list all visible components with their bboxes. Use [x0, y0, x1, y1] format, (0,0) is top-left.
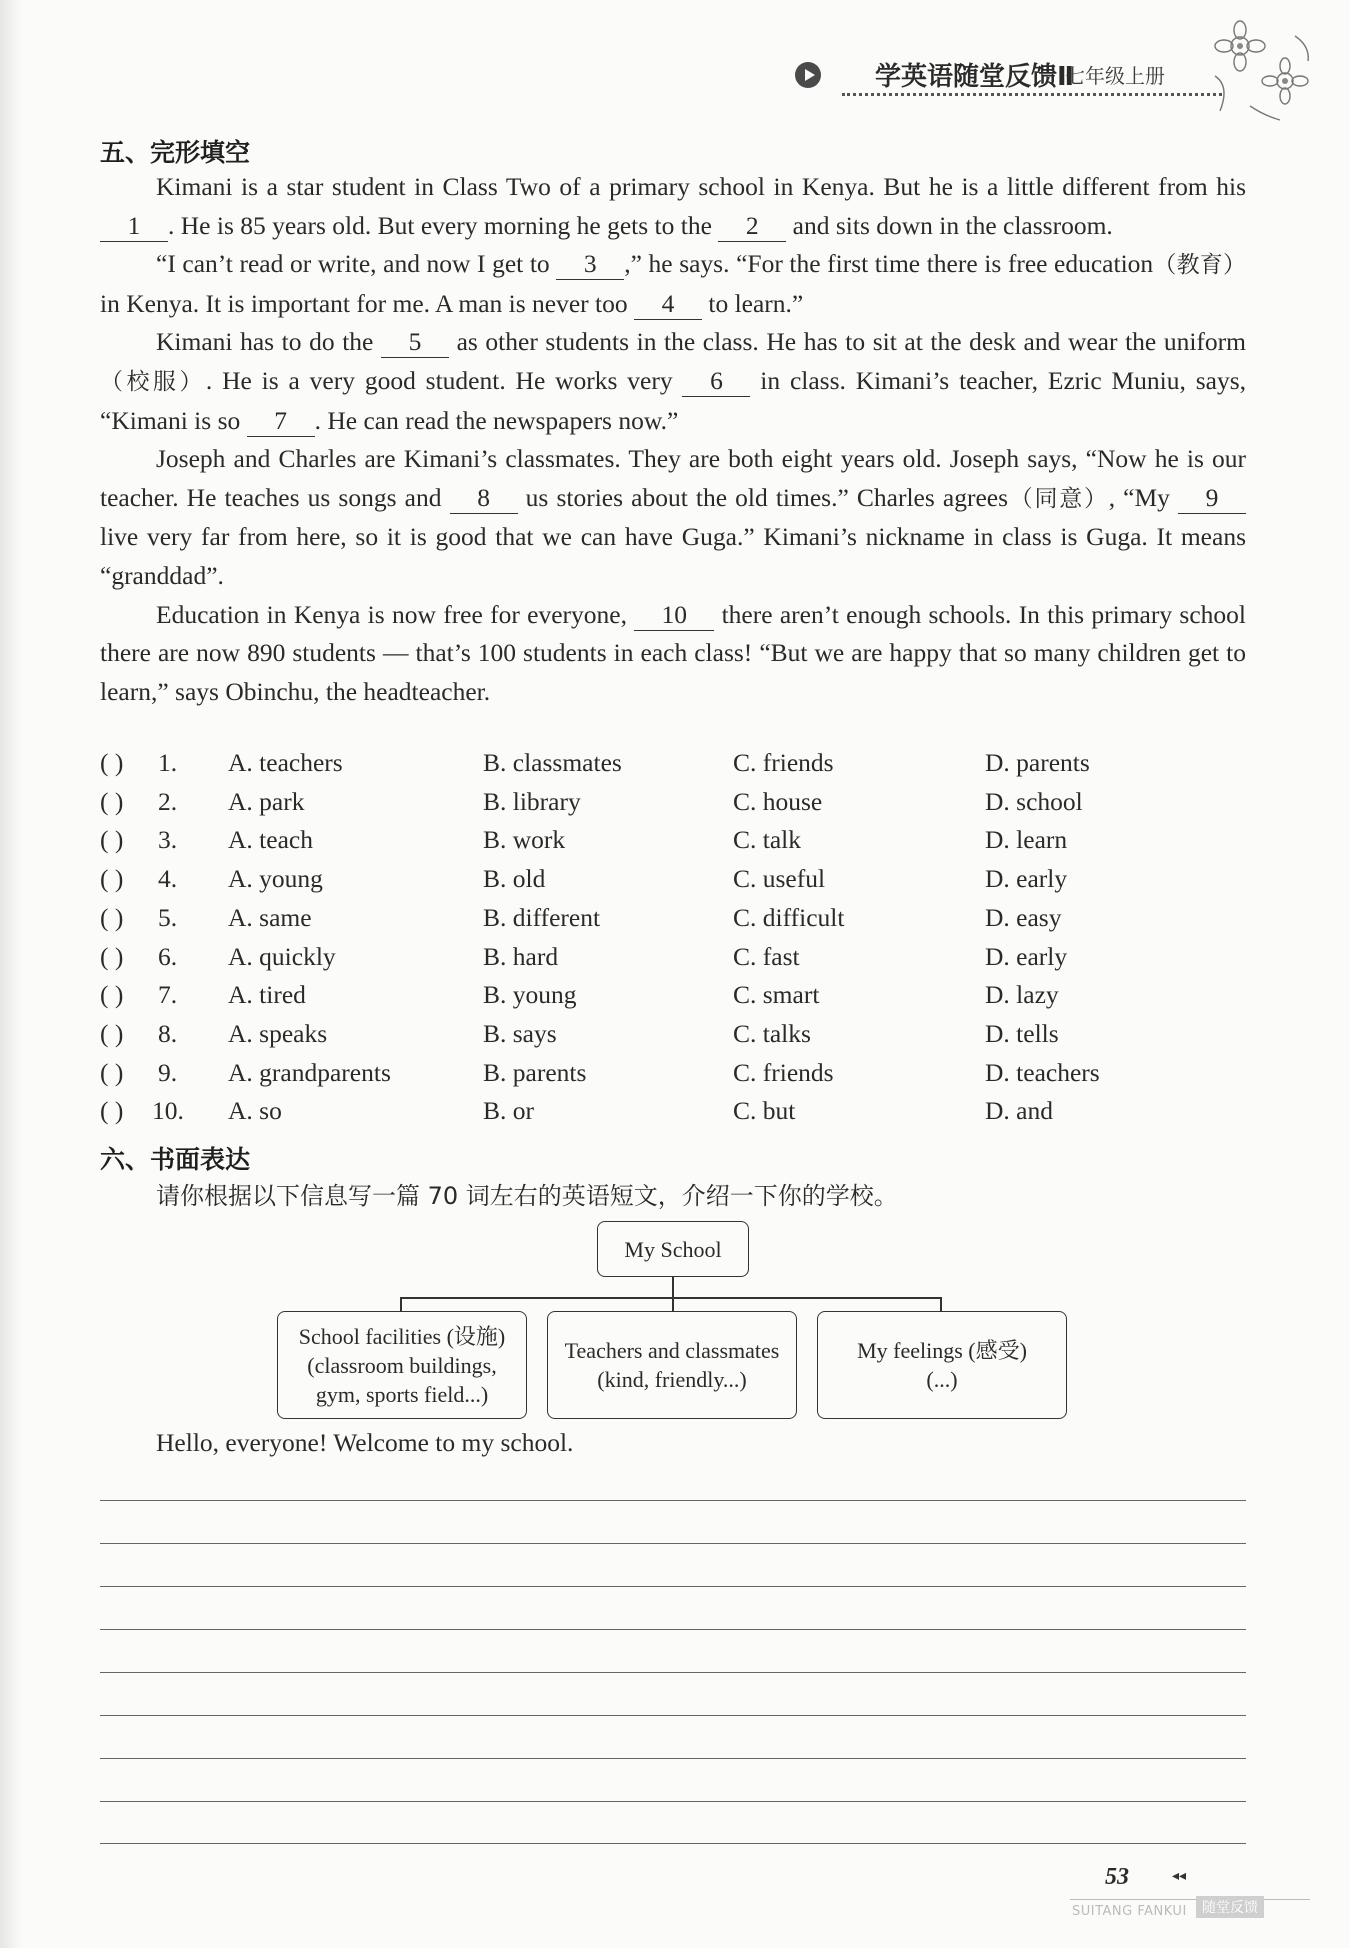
answer-bracket[interactable]: ( )	[100, 902, 124, 932]
option-d: D. early	[985, 864, 1068, 894]
option-row: ( ) 8. A. speaks B. says C. talks D. tells	[100, 1018, 1059, 1048]
section6-heading: 六、书面表达	[100, 1145, 251, 1174]
option-c: C. friends	[733, 1057, 834, 1087]
section5-heading: 五、完形填空	[100, 138, 251, 167]
option-c: C. but	[733, 1096, 796, 1126]
answer-bracket[interactable]: ( )	[100, 941, 124, 971]
option-a: A. grandparents	[228, 1057, 391, 1087]
answer-bracket[interactable]: ( )	[100, 864, 124, 894]
option-b: B. young	[483, 980, 577, 1010]
writing-line[interactable]	[100, 1543, 1246, 1544]
option-b: B. classmates	[483, 748, 622, 777]
footer-rule	[1070, 1899, 1310, 1900]
option-c: C. fast	[733, 941, 800, 971]
root-box	[597, 1221, 749, 1277]
root-label: My School	[624, 1236, 722, 1262]
writing-line[interactable]	[100, 1629, 1246, 1630]
option-a: A. teach	[228, 825, 313, 855]
writing-line[interactable]	[100, 1843, 1246, 1844]
writing-line[interactable]	[100, 1715, 1246, 1716]
option-b: B. or	[483, 1096, 534, 1126]
answer-bracket[interactable]: ( )	[100, 1057, 124, 1087]
blank-1: 1	[100, 211, 168, 242]
option-a: A. same	[228, 902, 312, 932]
answer-bracket[interactable]: ( )	[100, 980, 124, 1010]
book-title: 学英语随堂反馈Ⅱ	[875, 62, 1075, 92]
option-row: ( ) 3. A. teach B. work C. talk D. learn	[100, 825, 1068, 855]
option-row: ( ) 10. A. so B. or C. but D. and	[100, 1096, 1053, 1126]
writing-line[interactable]	[100, 1672, 1246, 1673]
paragraph-4: Joseph and Charles are Kimani’s classmates. They are both eight years old. Joseph says, “Now he is our teacher. He teaches us songs and 8 us stories about the old times.” Charles agrees（同意）, “My 9 live very far from here, so it is good that we can have Guga.” Kimani’s nickname in class is Guga. It means “granddad”.	[100, 444, 1246, 590]
connector-line	[400, 1297, 942, 1299]
option-row: ( ) 5. A. same B. different C. difficult D. easy	[100, 902, 1062, 932]
paragraph-3: Kimani has to do the 5 as other students in the class. He has to sit at the desk and wear the uniform（校服）. He is a very good student. He works very 6 in class. Kimani’s teacher, Ezric Muniu, says, “Kimani is so 7 . He can read the newspapers now.”	[100, 327, 1247, 435]
option-row: ( ) 9. A. grandparents B. parents C. friends D. teachers	[100, 1057, 1100, 1087]
option-b: B. work	[483, 825, 566, 855]
blank-4: 4	[634, 289, 702, 320]
option-d: D. parents	[985, 748, 1090, 777]
option-row: ( ) 4. A. young B. old C. useful D. early	[100, 864, 1068, 894]
writing-line[interactable]	[100, 1758, 1246, 1759]
blank-2: 2	[718, 211, 786, 242]
option-d: D. teachers	[985, 1057, 1100, 1087]
option-b: B. hard	[483, 941, 559, 971]
option-a: A. so	[228, 1096, 282, 1126]
option-d: D. learn	[985, 825, 1068, 855]
option-row: ( ) 7. A. tired B. young C. smart D. lazy	[100, 980, 1059, 1010]
option-a: A. tired	[228, 980, 306, 1010]
option-b: B. says	[483, 1018, 557, 1048]
connector-line	[672, 1277, 674, 1297]
answer-bracket[interactable]: ( )	[100, 786, 124, 816]
page-edge-shadow	[0, 0, 22, 1948]
blank-5: 5	[381, 327, 449, 358]
answer-bracket[interactable]: ( )	[100, 1018, 124, 1048]
footer-brand-en: SUITANG FANKUI	[1072, 1904, 1187, 1919]
option-d: D. lazy	[985, 980, 1059, 1010]
option-row: ( ) 6. A. quickly B. hard C. fast D. early	[100, 941, 1068, 971]
writing-opening: Hello, everyone! Welcome to my school.	[156, 1428, 574, 1457]
flower-decoration-icon	[1210, 16, 1320, 126]
writing-line[interactable]	[100, 1500, 1246, 1501]
option-b: B. old	[483, 864, 546, 894]
option-d: D. easy	[985, 902, 1062, 932]
paragraph-5: Education in Kenya is now free for everyone, 10 there aren’t enough schools. In this primary school there are now 890 students — that’s 100 students in each class! “But we are happy that so many children get to learn,” says Obinchu, the headteacher.	[100, 599, 1246, 706]
cloze-passage	[100, 168, 1246, 711]
footer-brand-cn: 随堂反馈	[1196, 1896, 1264, 1918]
option-a: A. teachers	[228, 748, 343, 777]
option-c: C. friends	[733, 748, 834, 777]
option-c: C. house	[733, 786, 823, 816]
option-d: D. and	[985, 1096, 1053, 1126]
teachers-box: Teachers and classmates (kind, friendly...)	[547, 1311, 797, 1419]
option-a: A. quickly	[228, 941, 336, 971]
paragraph-2: “I can’t read or write, and now I get to 3 ,” he says. “For the first time there is free education（教育）in Kenya. It is important for me. A man is never too 4 to learn.”	[100, 249, 1247, 318]
option-c: C. difficult	[733, 902, 845, 932]
answer-bracket[interactable]: ( )	[100, 1096, 124, 1126]
option-c: C. talks	[733, 1018, 811, 1048]
answer-bracket[interactable]: ( )	[100, 748, 124, 777]
option-d: D. tells	[985, 1018, 1059, 1048]
option-a: A. young	[228, 864, 323, 894]
feelings-box: My feelings (感受) (...)	[817, 1311, 1067, 1419]
option-row: ( ) 1. A. teachers B. classmates C. friends D. parents	[100, 748, 1090, 777]
option-c: C. talk	[733, 825, 801, 855]
writing-line[interactable]	[100, 1801, 1246, 1802]
option-d: D. early	[985, 941, 1068, 971]
option-c: C. smart	[733, 980, 820, 1010]
paragraph-1: Kimani is a star student in Class Two of a primary school in Kenya. But he is a little different from his 1 . He is 85 years old. But every morning he gets to the 2 and sits down in the classroom.	[100, 168, 1246, 245]
page-number: 53	[1105, 1864, 1129, 1890]
option-row: ( ) 2. A. park B. library C. house D. school	[100, 786, 1083, 816]
answer-bracket[interactable]: ( )	[100, 825, 124, 855]
blank-9: 9	[1178, 483, 1246, 514]
option-b: B. library	[483, 786, 581, 816]
book-subtitle: 七年级上册	[1065, 64, 1165, 88]
blank-7: 7	[247, 406, 315, 437]
header-dotted-rule	[842, 93, 1222, 96]
option-d: D. school	[985, 786, 1083, 816]
option-a: A. park	[228, 786, 305, 816]
option-b: B. different	[483, 902, 601, 932]
blank-6: 6	[682, 366, 750, 397]
blank-10: 10	[634, 600, 714, 631]
blank-8: 8	[450, 483, 518, 514]
writing-line[interactable]	[100, 1586, 1246, 1587]
blank-3: 3	[556, 249, 624, 280]
option-a: A. speaks	[228, 1018, 328, 1048]
writing-prompt: 请你根据以下信息写一篇 70 词左右的英语短文，介绍一下你的学校。	[156, 1182, 898, 1210]
double-arrow-icon: ◂◂	[1172, 1869, 1187, 1884]
option-b: B. parents	[483, 1057, 587, 1087]
facilities-box: School facilities (设施) (classroom buildings, gym, sports field...)	[277, 1311, 527, 1419]
play-icon	[795, 62, 821, 88]
option-c: C. useful	[733, 864, 826, 894]
